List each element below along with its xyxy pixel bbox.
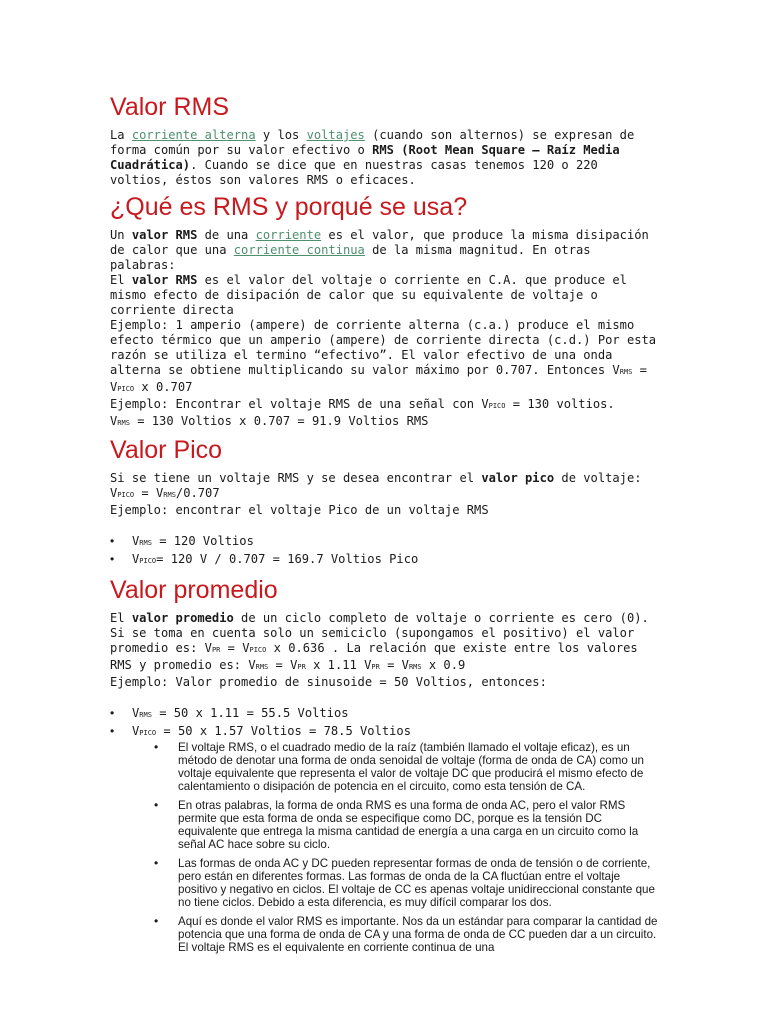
link-voltajes[interactable]: voltajes <box>306 128 365 142</box>
spacer <box>110 690 660 705</box>
paragraph-rms-definition: Un valor RMS de una corriente es el valor, que produce la misma disipación de calor que una corriente continua de la misma magnitud. En otras palabras: <box>110 228 649 272</box>
nested-bullet-list <box>132 741 660 954</box>
spacer <box>110 518 660 533</box>
promedio-bullet-list <box>110 705 660 954</box>
list-item: • El voltaje RMS, o el cuadrado medio de la raíz (también llamado el voltaje eficaz), es un método de denotar una forma de onda senoidal de voltaje (forma de onda de CA) como un voltaje equivalente que representa el valor de voltaje DC que producirá el mismo efecto de calentamiento o disipación de potencia en el circuito, como esta tensión de CA. <box>154 741 660 793</box>
list-item: • VRMS = 50 x 1.11 = 55.5 Voltios <box>110 705 660 723</box>
paragraph-rms-intro: La corriente alterna y los voltajes (cuando son alternos) se expresan de forma común por su valor efectivo o RMS (Root Mean Square – Raíz Media Cuadrática). Cuando se dice que en nuestras casas tenemos 120 o 220 voltios, éstos son valores RMS o eficaces. <box>110 128 635 187</box>
link-corriente[interactable]: corriente <box>255 228 322 242</box>
paragraph-rms-example-2: Ejemplo: Encontrar el voltaje RMS de una señal con VPICO = 130 voltios. <box>110 397 615 411</box>
link-corriente-alterna[interactable]: corriente alterna <box>131 128 256 142</box>
paragraph-pico-intro: Si se tiene un voltaje RMS y se desea encontrar el valor pico de voltaje: VPICO = VRMS/0.707 <box>110 471 642 500</box>
paragraph-rms-example: Ejemplo: 1 amperio (ampere) de corriente alterna (c.a.) produce el mismo efecto térmico que un amperio (ampere) de corriente directa (c.d.) Por esta razón se utiliza el termino “efectivo”. El valor efectivo de una onda alterna se obtiene multiplicando su valor máximo por 0.707. Entonces VRMS = VPICO x 0.707 <box>110 318 657 394</box>
paragraph-promedio-intro: El valor promedio de un ciclo completo de voltaje o corriente es cero (0). Si se toma en cuenta solo un semiciclo (supongamos el positivo) el valor promedio es: VPR = VPICO x 0.636 . La relación que existe entre los valores RMS y promedio es: VRMS = VPR x 1.11 VPR = VRMS x 0.9 <box>110 611 649 672</box>
paragraph-rms-explanation: El valor RMS es el valor del voltaje o corriente en C.A. que produce el mismo efecto de disipación de calor que su equivalente de voltaje o corriente directa <box>110 273 627 317</box>
list-item: • VPICO= 120 V / 0.707 = 169.7 Voltios Pico <box>110 551 660 569</box>
list-item: • VRMS = 120 Voltios <box>110 533 660 551</box>
list-item: • VPICO = 50 x 1.57 Voltios = 78.5 Voltios • El voltaje RMS, o el cuadrado medio de la raíz (también llamado el voltaje eficaz), es un método de denotar una forma de onda senoidal de voltaje (forma de onda de CA) como un voltaje equivalente que representa el valor de voltaje DC que producirá el mismo efecto de calentamiento o disipación de potencia en el circuito, como esta tensión de CA. • En otras palabras, la forma de onda RMS es una forma de onda AC, pero el valor RMS permite que esta forma de onda se especifique como DC, porque es la tensión DC equivalente que entrega la misma cantidad de energía a una carga en un circuito como la señal AC hace sobre su ciclo. • Las formas de onda AC y DC pueden representar formas de onda de tensión o de corriente, pero están en diferentes formas. Las formas de onda de la CA fluctúan entre el voltaje positivo y negativo en ciclos. El voltaje de CC es apenas voltaje unidireccional constante que no tiene ciclos. Debido a esta diferencia, es muy difícil comparar los dos. • Aquí es donde el valor RMS es importante. Nos da un estándar para comparar la cantidad de potencia que una forma de onda de CA y una forma de onda de CC pueden dar a un circuito. El voltaje RMS es el equivalente en corriente continua de una <box>110 723 660 954</box>
heading-valor-promedio: Valor promedio <box>110 576 278 604</box>
paragraph-promedio-example: Ejemplo: Valor promedio de sinusoide = 50 Voltios, entonces: <box>110 675 547 689</box>
list-item: • Las formas de onda AC y DC pueden representar formas de onda de tensión o de corriente, pero están en diferentes formas. Las formas de onda de la CA fluctúan entre el voltaje positivo y negativo en ciclos. El voltaje de CC es apenas voltaje unidireccional constante que no tiene ciclos. Debido a esta diferencia, es muy difícil comparar los dos. <box>154 857 660 909</box>
link-corriente-continua[interactable]: corriente continua <box>233 243 365 257</box>
heading-valor-rms: Valor RMS <box>110 93 230 121</box>
paragraph-pico-example: Ejemplo: encontrar el voltaje Pico de un voltaje RMS <box>110 503 489 517</box>
document-content <box>110 90 660 960</box>
paragraph-rms-result: VRMS = 130 Voltios x 0.707 = 91.9 Voltios RMS <box>110 414 429 428</box>
heading-valor-pico: Valor Pico <box>110 436 223 464</box>
list-item: • Aquí es donde el valor RMS es importante. Nos da un estándar para comparar la cantidad de potencia que una forma de onda de CA y una forma de onda de CC pueden dar a un circuito. El voltaje RMS es el equivalente en corriente continua de una <box>154 915 660 954</box>
pico-bullet-list <box>110 533 660 569</box>
heading-que-es-rms: ¿Qué es RMS y porqué se usa? <box>110 193 468 221</box>
list-item: • En otras palabras, la forma de onda RMS es una forma de onda AC, pero el valor RMS permite que esta forma de onda se especifique como DC, porque es la tensión DC equivalente que entrega la misma cantidad de energía a una carga en un circuito como la señal AC hace sobre su ciclo. <box>154 799 660 851</box>
